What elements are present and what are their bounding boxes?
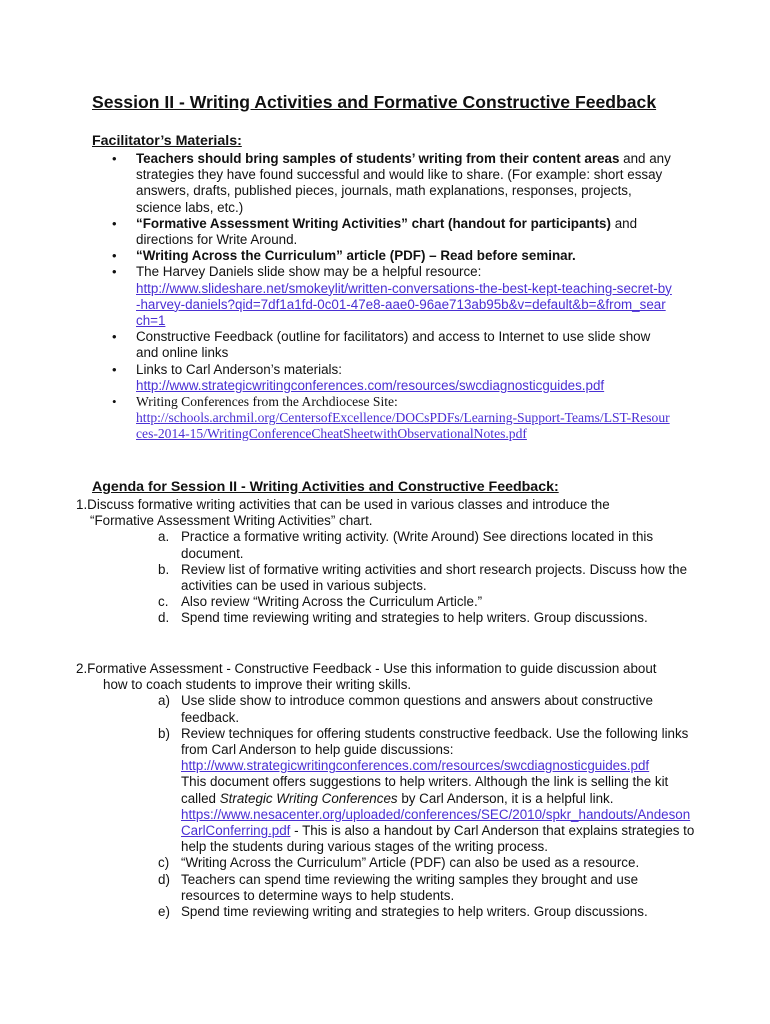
item-text: Use slide show to introduce common questions and answers about constructive feedback. xyxy=(181,693,653,725)
archdiocese-link[interactable]: http://schools.archmil.org/CentersofExcellence/DOCsPDFs/Learning-Support-Teams/LST-Resources-2014-15/WritingConferenceCheatSheetwithObservationalNotes.pdf xyxy=(136,410,670,442)
part1-intro-text: 1.Discuss formative writing activities that can be used in various classes and introduce the “Formative Assessment Writing Activities” chart. xyxy=(76,497,610,529)
list-item xyxy=(112,151,672,216)
part1-intro xyxy=(76,497,696,529)
item-text: Writing Conferences from the Archdiocese Site: xyxy=(136,394,398,410)
item-text: This document offers suggestions to help writers. Although the link is selling the kit called xyxy=(181,774,669,806)
list-item xyxy=(158,904,696,920)
agenda-part-2 xyxy=(76,661,696,920)
item-marker: a. xyxy=(158,529,170,545)
item-text: and directions for Write Around. xyxy=(136,215,638,248)
facilitator-materials-list xyxy=(112,151,672,443)
item-text: Also review “Writing Across the Curriculum Article.” xyxy=(181,594,483,610)
swc-diagnostic-link[interactable]: http://www.strategicwritingconferences.com/resources/swcdiagnosticguides.pdf xyxy=(181,758,650,774)
item-marker: b) xyxy=(158,725,170,741)
agenda-heading: Agenda for Session II - Writing Activities and Constructive Feedback: xyxy=(92,479,559,495)
list-item xyxy=(112,362,672,394)
list-item xyxy=(112,248,672,264)
list-item xyxy=(158,855,696,871)
nesacenter-link[interactable]: https://www.nesacenter.org/uploaded/conferences/SEC/2010/spkr_handouts/AndesonCarlConferring.pdf xyxy=(181,806,691,839)
list-item xyxy=(112,394,672,443)
item-bold-text: Teachers should bring samples of students’ writing from their content areas xyxy=(136,151,620,166)
item-marker: b. xyxy=(158,561,170,577)
list-item xyxy=(112,264,672,329)
item-text: Review list of formative writing activities and short research projects. Discuss how the activities can be used in various subjects. xyxy=(181,561,688,594)
item-text: Links to Carl Anderson’s materials: xyxy=(136,361,342,377)
item-marker: c) xyxy=(158,855,170,871)
document-title: Session II - Writing Activities and Formative Constructive Feedback xyxy=(92,92,657,112)
item-text: and any strategies they have found successful and would like to share. (For example: short essay answers, drafts, published pieces, journals, math explanations, responses, projects, science labs, etc.) xyxy=(136,151,671,215)
part2-intro-text: 2.Formative Assessment - Constructive Feedback - Use this information to guide discussion about how to coach students to improve their writing skills. xyxy=(76,661,657,693)
list-item xyxy=(158,726,696,856)
list-item xyxy=(112,216,672,248)
item-text: Spend time reviewing writing and strategies to help writers. Group discussions. xyxy=(181,610,648,626)
item-text: by Carl Anderson, it is a helpful link. xyxy=(397,790,614,806)
list-item xyxy=(158,594,696,610)
list-item xyxy=(112,329,672,361)
item-text: Spend time reviewing writing and strategies to help writers. Group discussions. xyxy=(181,904,648,920)
item-marker: d. xyxy=(158,610,170,626)
item-marker: a) xyxy=(158,693,170,709)
item-text: Review techniques for offering students constructive feedback. Use the following links from Carl Anderson to help guide discussions: xyxy=(181,725,689,758)
agenda-part-1 xyxy=(76,497,696,627)
item-text: Constructive Feedback (outline for facilitators) and access to Internet to use slide show and online links xyxy=(136,329,651,361)
item-text: The Harvey Daniels slide show may be a helpful resource: xyxy=(136,264,482,280)
item-text: “Writing Across the Curriculum” Article (PDF) can also be used as a resource. xyxy=(181,855,640,871)
list-item xyxy=(158,610,696,626)
item-marker: d) xyxy=(158,871,170,887)
facilitator-heading: Facilitator’s Materials: xyxy=(92,133,242,149)
harvey-daniels-link[interactable]: http://www.slideshare.net/smokeylit/written-conversations-the-best-kept-teaching-secret-by-harvey-daniels?qid=7df1a1fd-0c01-47e8-aae0-96ae713ab95b&v=default&b=&from_search=1 xyxy=(136,280,672,329)
list-item xyxy=(158,529,696,561)
list-item xyxy=(158,562,696,594)
carl-anderson-link[interactable]: http://www.strategicwritingconferences.com/resources/swcdiagnosticguides.pdf xyxy=(136,377,605,393)
item-text: Practice a formative writing activity. (Write Around) See directions located in this document. xyxy=(181,529,654,561)
kit-title: Strategic Writing Conferences xyxy=(219,790,398,806)
list-item xyxy=(158,872,696,904)
item-text: Teachers can spend time reviewing the writing samples they brought and use resources to determine ways to help students. xyxy=(181,871,639,903)
item-text: - This is also a handout by Carl Anderson that explains strategies to help the students during various stages of the writing process. xyxy=(181,823,695,855)
list-item xyxy=(158,693,696,725)
item-marker: c. xyxy=(158,594,169,610)
part2-list xyxy=(76,693,696,920)
item-bold-text: “Writing Across the Curriculum” article (PDF) – Read before seminar. xyxy=(136,248,576,264)
item-marker: e) xyxy=(158,904,170,920)
item-bold-text: “Formative Assessment Writing Activities” chart (handout for participants) xyxy=(136,215,611,231)
part1-list xyxy=(76,529,696,626)
